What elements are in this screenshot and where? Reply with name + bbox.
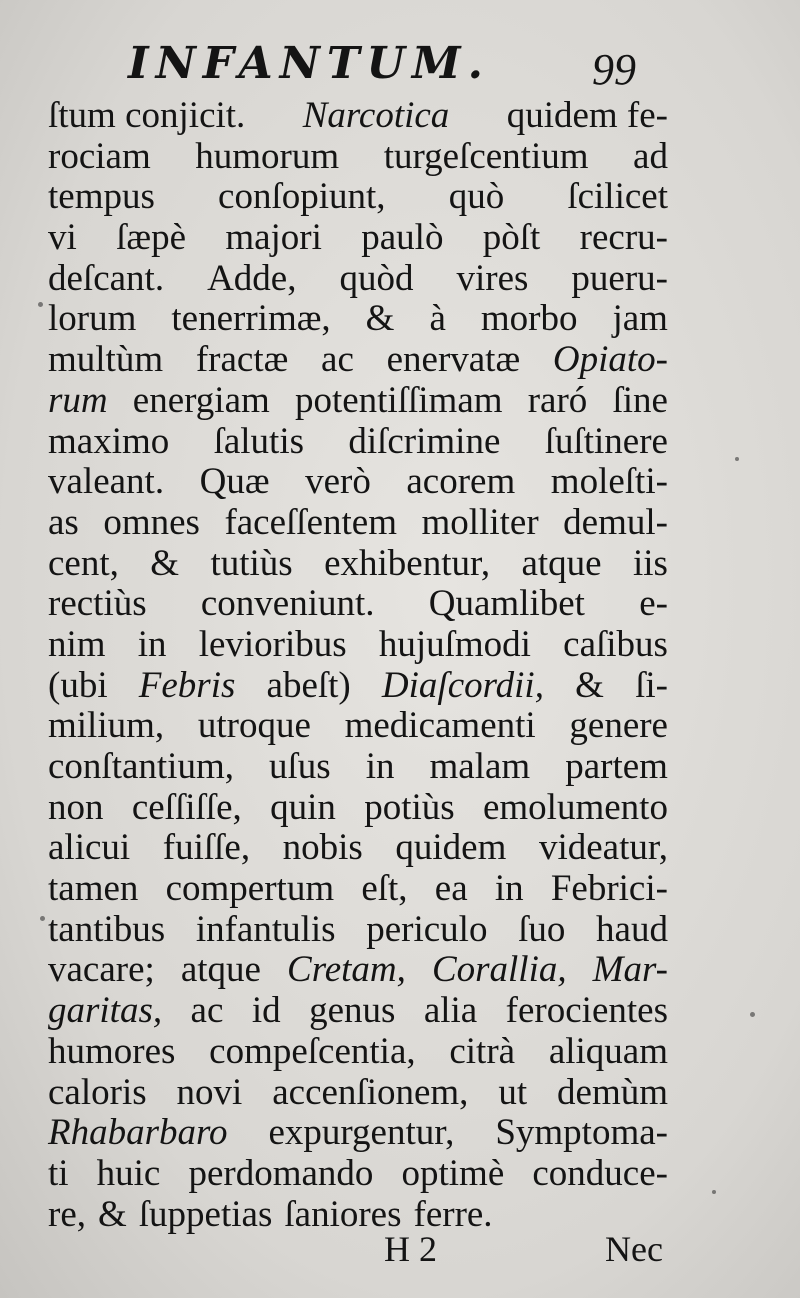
- word: ſalutis: [213, 420, 305, 462]
- word: demul-: [563, 501, 668, 543]
- word: perdomando: [188, 1152, 374, 1194]
- word: ut: [498, 1071, 528, 1113]
- word: caloris: [48, 1071, 147, 1113]
- text-line: [48, 1073, 668, 1114]
- word: quò: [448, 176, 505, 218]
- word: tempus: [48, 176, 155, 218]
- word: ac: [190, 990, 224, 1032]
- word: Febrici-: [550, 868, 668, 910]
- word: rociam: [48, 135, 151, 177]
- word: Symptoma-: [495, 1112, 668, 1154]
- word: medicamenti: [344, 705, 536, 747]
- word: (ubi: [48, 664, 108, 706]
- word: conſopiunt,: [218, 176, 386, 218]
- word: eſt,: [361, 868, 408, 910]
- word: humores: [48, 1030, 176, 1072]
- word: id: [251, 990, 281, 1032]
- word: aliquam: [548, 1030, 668, 1072]
- word: morbo: [480, 298, 578, 340]
- word: ferre.: [413, 1193, 493, 1235]
- word: faceſſentem: [224, 501, 397, 543]
- word: ſcilicet: [567, 176, 668, 218]
- word: ſtum conjicit.: [48, 95, 246, 136]
- word: alia: [423, 990, 478, 1032]
- word: garitas,: [48, 990, 163, 1032]
- word: utroque: [197, 705, 311, 747]
- word: recru-: [579, 217, 668, 259]
- word: abeſt): [266, 664, 351, 706]
- word: atque: [180, 949, 261, 991]
- text-line: [48, 1113, 668, 1154]
- paper-speck: [40, 916, 45, 921]
- word: compeſcentia,: [209, 1030, 416, 1072]
- paper-speck: [38, 302, 43, 307]
- word: rum: [48, 379, 108, 421]
- word: ti: [48, 1152, 69, 1194]
- word: partem: [565, 746, 668, 787]
- word: vacare;: [48, 949, 155, 991]
- word: ferocientes: [505, 990, 668, 1032]
- word: citrà: [449, 1030, 516, 1072]
- word: ſæpè: [116, 217, 186, 259]
- word: genus: [309, 990, 396, 1032]
- word: Corallia,: [431, 949, 567, 991]
- word: accenſionem,: [272, 1071, 469, 1113]
- text-line: [48, 422, 668, 463]
- text-line: [48, 788, 668, 829]
- word: moleſti-: [550, 461, 668, 503]
- word: quòd: [339, 257, 414, 299]
- word: jam: [612, 298, 668, 340]
- word: optimè: [401, 1152, 505, 1194]
- text-line: [48, 910, 668, 951]
- word: ſuppetias: [138, 1193, 273, 1235]
- word: verò: [305, 461, 371, 503]
- word: acorem: [406, 461, 516, 503]
- text-line: [48, 137, 668, 178]
- paper-speck: [735, 457, 739, 461]
- word: maximo: [48, 420, 170, 462]
- catchword: Nec: [605, 1229, 663, 1269]
- text-line: [48, 584, 668, 625]
- word: Febris: [138, 664, 236, 706]
- text-line: [48, 96, 668, 137]
- text-line: [48, 869, 668, 910]
- paper-speck: [712, 1190, 716, 1194]
- text-line: [48, 991, 668, 1032]
- word: novi: [176, 1071, 243, 1113]
- word: infantulis: [195, 908, 336, 950]
- word: turgeſcentium: [383, 135, 589, 177]
- word: caſibus: [563, 623, 668, 665]
- word: multùm: [48, 339, 164, 381]
- word: energiam: [132, 379, 270, 421]
- word: compertum: [165, 868, 335, 910]
- word: &: [575, 664, 604, 706]
- page-number: 99: [592, 45, 636, 94]
- word: molliter: [421, 501, 539, 543]
- word: nim: [48, 623, 106, 665]
- word: pueru-: [571, 257, 668, 299]
- word: Quamlibet: [428, 583, 585, 625]
- word: tutiùs: [210, 542, 293, 584]
- word: tamen: [48, 868, 139, 910]
- word: ceſſiſſe,: [131, 786, 242, 828]
- word: hujuſmodi: [378, 623, 531, 665]
- word: tantibus: [48, 908, 166, 950]
- word: ſuſtinere: [544, 420, 668, 462]
- word: deſcant.: [48, 257, 165, 299]
- word: as: [48, 501, 79, 543]
- word: alicui: [48, 827, 131, 869]
- word: valeant.: [48, 461, 165, 503]
- word: Adde,: [207, 257, 297, 299]
- word: vires: [456, 257, 529, 299]
- text-line: [48, 1032, 668, 1073]
- text-line: [48, 177, 668, 218]
- word: paulò: [361, 217, 444, 259]
- running-title: INFANTUM.: [128, 38, 490, 89]
- word: omnes: [103, 501, 200, 543]
- word: cent,: [48, 542, 119, 584]
- word: rectiùs: [48, 583, 147, 625]
- word: exhibentur,: [324, 542, 491, 584]
- word: fractæ: [195, 339, 289, 381]
- word: diſcrimine: [348, 420, 501, 462]
- word: ad: [633, 135, 668, 177]
- text-line: [48, 299, 668, 340]
- word: pòſt: [482, 217, 541, 259]
- word: ac: [321, 339, 354, 381]
- word: milium,: [48, 705, 165, 747]
- word: &: [150, 542, 180, 584]
- text-line: [48, 666, 668, 707]
- word: quidem: [395, 827, 507, 869]
- word: periculo: [366, 908, 488, 950]
- word: majori: [225, 217, 322, 259]
- word: emolumento: [482, 786, 668, 828]
- word: haud: [596, 908, 668, 950]
- word: Cretam,: [287, 949, 406, 991]
- word: potentiſſimam: [294, 379, 503, 421]
- word: Diaſcordii,: [381, 664, 544, 706]
- word: Opiato-: [552, 339, 668, 381]
- text-line: [48, 462, 668, 503]
- word: e-: [639, 583, 668, 625]
- word: lorum: [48, 298, 137, 340]
- word: nobis: [282, 827, 363, 869]
- word: expurgentur,: [268, 1112, 455, 1154]
- text-line: [48, 625, 668, 666]
- word: conveniunt.: [200, 583, 375, 625]
- text-line: [48, 1154, 668, 1195]
- body-text: [48, 96, 668, 1235]
- word: quidem fe-: [506, 95, 668, 136]
- word: humorum: [195, 135, 340, 177]
- page-footer: [0, 1224, 800, 1274]
- word: quin: [270, 786, 336, 828]
- word: in: [494, 868, 524, 910]
- word: genere: [569, 705, 668, 747]
- word: vi: [48, 217, 77, 259]
- word: ſuo: [518, 908, 566, 950]
- signature-mark: H 2: [384, 1229, 437, 1269]
- word: conduce-: [532, 1152, 668, 1194]
- text-line: [48, 503, 668, 544]
- word: levioribus: [198, 623, 347, 665]
- paper-speck: [750, 1012, 755, 1017]
- word: à: [429, 298, 446, 340]
- text-line: [48, 340, 668, 381]
- word: Narcotica: [302, 95, 450, 136]
- word: Quæ: [199, 461, 270, 503]
- word: non: [48, 786, 104, 828]
- word: videatur,: [538, 827, 668, 869]
- word: ſine: [612, 379, 668, 421]
- text-line: [48, 218, 668, 259]
- text-line: [48, 828, 668, 869]
- word: &: [365, 298, 395, 340]
- word: demùm: [557, 1071, 668, 1113]
- word: ſaniores: [284, 1193, 402, 1235]
- word: conſtantium,: [48, 746, 234, 787]
- word: ſi-: [635, 664, 668, 706]
- word: malam: [429, 746, 531, 787]
- word: Mar-: [592, 949, 668, 991]
- word: in: [137, 623, 167, 665]
- word: ea: [434, 868, 468, 910]
- word: re,: [48, 1193, 86, 1235]
- word: huic: [96, 1152, 161, 1194]
- word: fuiſſe,: [162, 827, 251, 869]
- word: uſus: [269, 746, 331, 787]
- word: iis: [632, 542, 668, 584]
- word: &: [98, 1193, 127, 1235]
- text-line: [48, 381, 668, 422]
- word: raró: [527, 379, 588, 421]
- text-line: [48, 544, 668, 585]
- text-line: [48, 950, 668, 991]
- word: tenerrimæ,: [171, 298, 331, 340]
- word: Rhabarbaro: [48, 1112, 228, 1154]
- word: enervatæ: [386, 339, 521, 381]
- text-line: [48, 706, 668, 747]
- text-line: [48, 747, 668, 788]
- text-line: [48, 259, 668, 300]
- word: atque: [521, 542, 602, 584]
- word: potiùs: [364, 786, 455, 828]
- word: in: [365, 746, 395, 787]
